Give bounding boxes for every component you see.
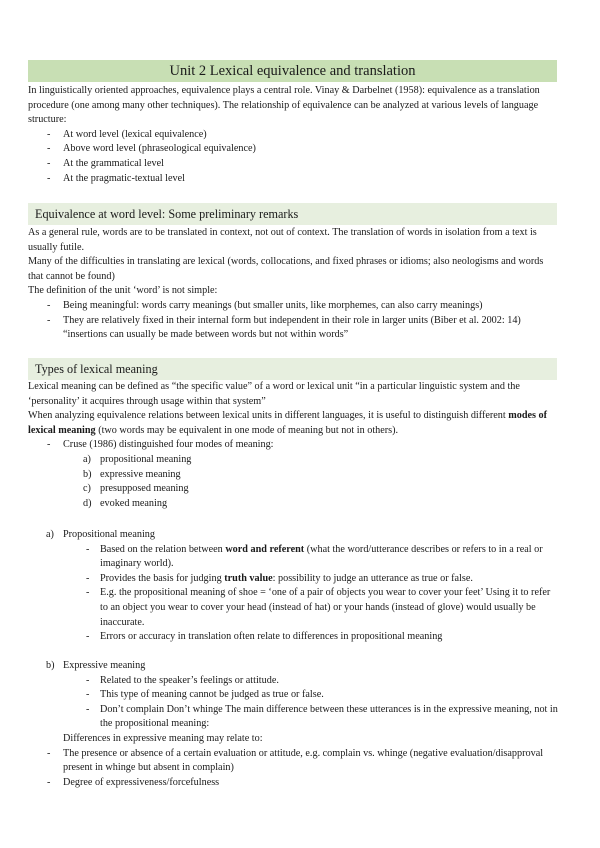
text-run: Based on the relation between — [100, 543, 226, 555]
paragraph: The definition of the unit ‘word’ is not simple: — [28, 285, 218, 297]
mode-item — [28, 453, 559, 468]
list-item: - At the grammatical level — [28, 157, 559, 172]
mode-label: presupposed meaning — [100, 483, 189, 495]
bold-term: word and referent — [225, 543, 305, 555]
list-item: - This type of meaning cannot be judged as true or false. — [28, 688, 559, 703]
subsection-heading — [28, 528, 559, 543]
propositional-block — [28, 528, 559, 645]
section-heading-text: Types of lexical meaning — [35, 362, 158, 376]
mode-label: expressive meaning — [100, 468, 181, 480]
list-item: - Above word level (phraseological equivalence) — [28, 142, 559, 157]
paragraph: Many of the difficulties in translating are lexical (words, collocations, and fixed phrases or idioms; also neologisms and words that cannot be found) — [28, 256, 544, 282]
list-item: - At word level (lexical equivalence) — [28, 128, 559, 143]
subsection-marker: b) — [46, 660, 55, 671]
text-run: When analyzing equivalence relations between lexical units in different languages, it is useful to distinguish different — [28, 410, 509, 422]
list-item: - They are relatively fixed in their internal form but independent in their role in larger units (Biber et al. 2002: 14) “insertions can usually be made between words but not within words” — [28, 314, 559, 343]
section-heading-text: Equivalence at word level: Some preliminary remarks — [35, 207, 299, 221]
text-run: (two words may be equivalent in one mode of meaning but not in others). — [95, 424, 399, 436]
subsection-title: Propositional meaning — [63, 529, 155, 540]
subsection-heading — [28, 659, 559, 674]
section-heading-equivalence — [28, 203, 557, 225]
subsection-title: Expressive meaning — [63, 660, 146, 671]
mode-item — [28, 468, 559, 483]
subsection-marker: a) — [46, 529, 54, 540]
list-item — [28, 572, 559, 587]
mode-marker: a) — [83, 453, 91, 465]
intro-block — [28, 84, 559, 186]
mode-marker: d) — [83, 497, 92, 509]
section2-block — [28, 380, 559, 511]
mode-item — [28, 497, 559, 512]
paragraph: Differences in expressive meaning may relate to: — [63, 732, 263, 744]
text-run: : possibility to judge an utterance as true or false. — [272, 572, 473, 584]
list-item: - At the pragmatic-textual level — [28, 172, 559, 187]
text-run: Provides the basis for judging — [100, 572, 225, 584]
intro-paragraph: In linguistically oriented approaches, equivalence plays a central role. Vinay & Darbelnet (1958): equivalence as a translation procedure (one among many other techniques). The relationship of equivalence can be analyzed at various levels of language structure: — [28, 85, 540, 126]
paragraph: As a general rule, words are to be translated in context, not out of context. The translation of words in isolation from a text is usually futile. — [28, 227, 537, 253]
list-item — [28, 543, 559, 572]
section-heading-types — [28, 358, 557, 380]
expressive-block — [28, 659, 559, 790]
paragraph: Lexical meaning can be defined as “the specific value” of a word or lexical unit “in a particular linguistic system and the ‘personality’ it acquires through usage within that system” — [28, 381, 520, 407]
list-item: - Errors or accuracy in translation often relate to differences in propositional meaning — [28, 630, 559, 645]
list-item: - Related to the speaker’s feelings or attitude. — [28, 674, 559, 689]
bold-term: truth value — [224, 572, 273, 584]
list-item: - E.g. the propositional meaning of shoe = ‘one of a pair of objects you wear to cover your feet’ Using it to refer to an object you wear to cover your head (instead of hat) or your hands (instead of glove) would usually be inaccurate. — [28, 586, 559, 630]
mode-item — [28, 482, 559, 497]
page-title: Unit 2 Lexical equivalence and translation — [28, 60, 557, 82]
list-item: - Don’t complain Don’t whinge The main difference between these utterances is in the expressive meaning, not in the propositional meaning: — [28, 703, 559, 732]
list-item: - Being meaningful: words carry meanings (but smaller units, like morphemes, can also carry meanings) — [28, 299, 559, 314]
mode-marker: c) — [83, 483, 91, 495]
section1-block — [28, 226, 559, 343]
list-item: - Cruse (1986) distinguished four modes of meaning: — [28, 438, 559, 453]
paragraph — [28, 409, 559, 438]
mode-label: evoked meaning — [100, 497, 168, 509]
bold-term: modes of lexical meaning — [28, 410, 548, 436]
list-item: - The presence or absence of a certain evaluation or attitude, e.g. complain vs. whinge (negative evaluation/disapproval present in whinge but absent in complain) — [28, 747, 559, 776]
mode-label: propositional meaning — [100, 453, 192, 465]
mode-marker: b) — [83, 468, 92, 480]
text-run: (what the word/utterance describes or refers to in a real or imaginary world). — [100, 543, 543, 570]
list-item: - Degree of expressiveness/forcefulness — [28, 776, 559, 791]
